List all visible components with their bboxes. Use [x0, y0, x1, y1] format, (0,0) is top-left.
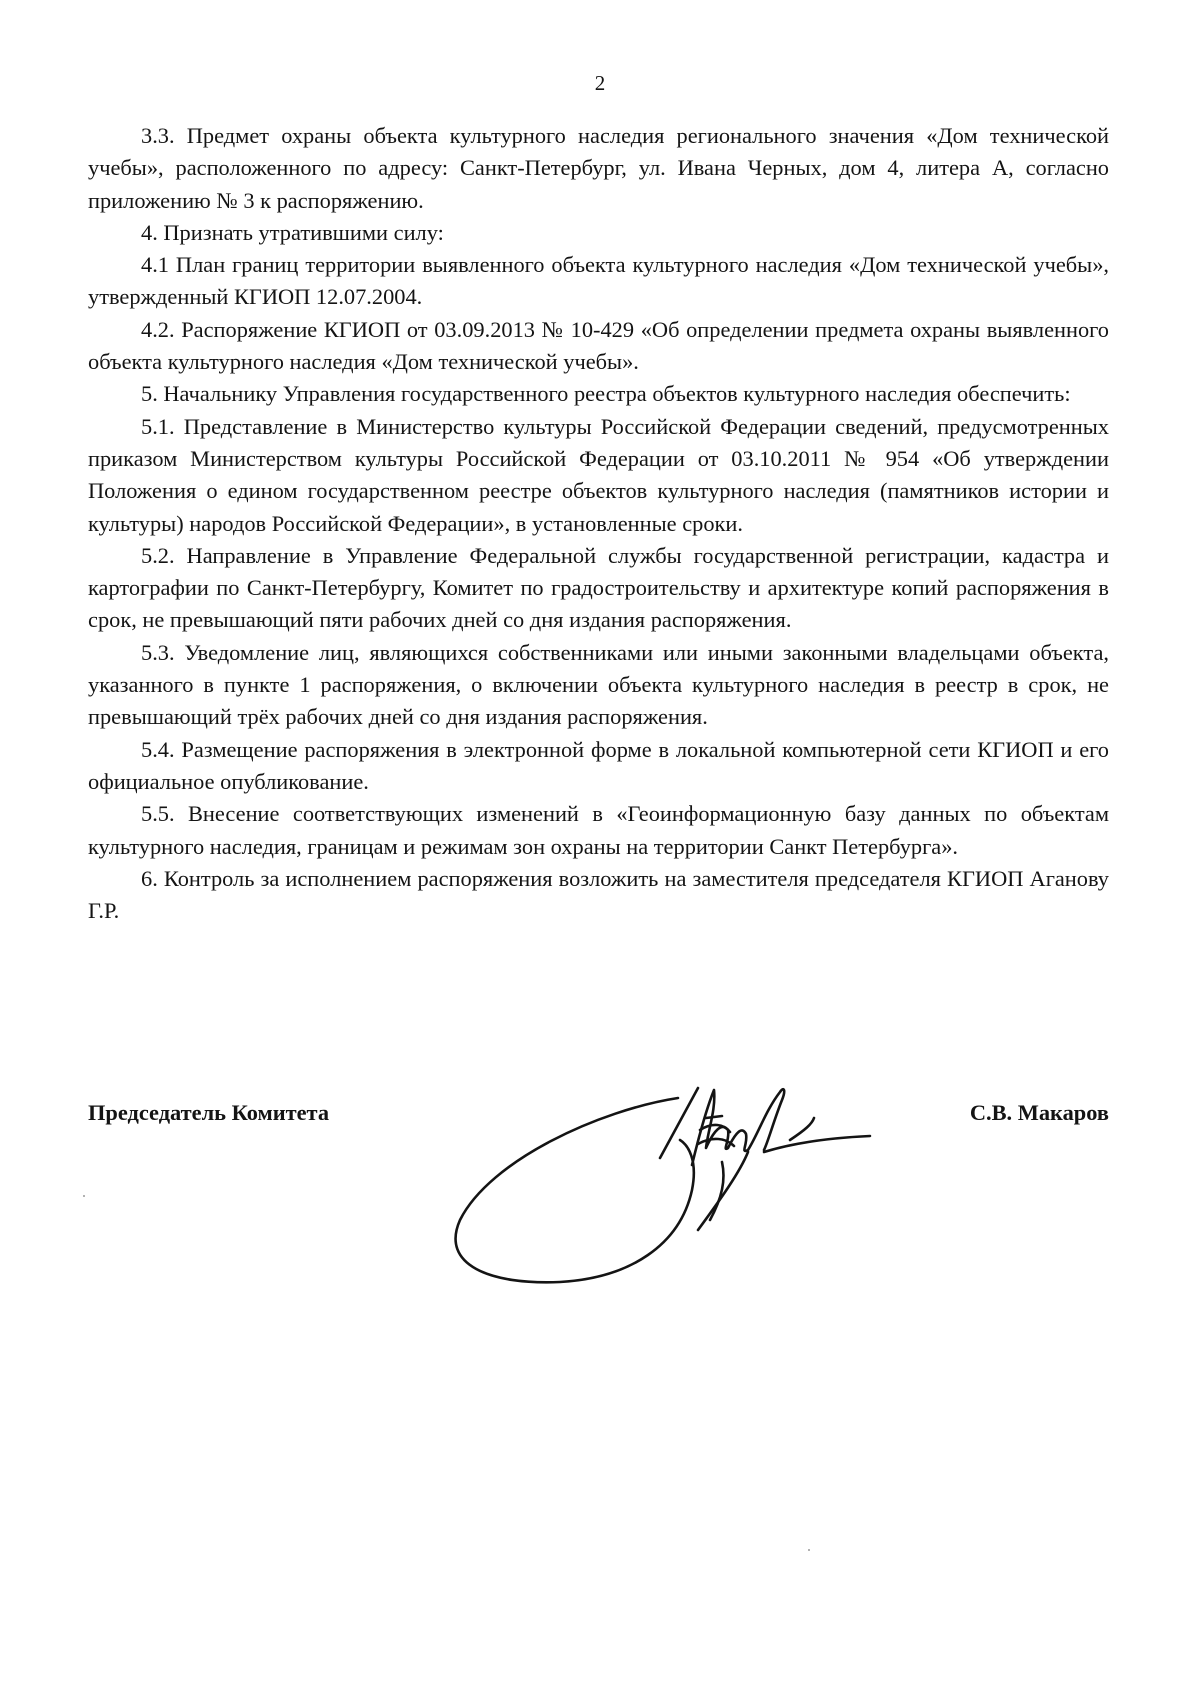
signatory-name: С.В. Макаров — [969, 1100, 1109, 1125]
paragraph-5-3: 5.3. Уведомление лиц, являющихся собственниками или иными законными владельцами объекта, указанного в пункте 1 распоряжения, о включении объекта культурного наследия в реестр в срок, не превышающий трёх рабочих дней со дня издания распоряжения. — [88, 639, 1109, 730]
scan-speck — [83, 1195, 85, 1197]
paragraph-5-1: 5.1. Представление в Министерство культуры Российской Федерации сведений, предусмотренных приказом Министерством культуры Российской Федерации от 03.10.2011 № 954 «Об утверждении Положения о едином государственном реестре объектов культурного наследия (памятников истории и культуры) народов Российской Федерации», в установленные сроки. — [88, 413, 1109, 536]
scan-speck — [808, 1549, 810, 1551]
handwritten-signature — [430, 1070, 930, 1290]
paragraph-5-2: 5.2. Направление в Управление Федеральной службы государственной регистрации, кадастра и картографии по Санкт-Петербургу, Комитет по градостроительству и архитектуре копий распоряжения в срок, не превышающий пяти рабочих дней со дня издания распоряжения. — [88, 542, 1109, 633]
paragraph-5-4: 5.4. Размещение распоряжения в электронной форме в локальной компьютерной сети КГИОП и его официальное опубликование. — [88, 736, 1109, 794]
page-number: 2 — [594, 71, 606, 95]
document-body — [88, 120, 1109, 927]
paragraph-6: 6. Контроль за исполнением распоряжения возложить на заместителя председателя КГИОП Аганову Г.Р. — [88, 865, 1109, 924]
paragraph-4-1: 4.1 План границ территории выявленного объекта культурного наследия «Дом технической учебы», утвержденный КГИОП 12.07.2004. — [88, 252, 1109, 310]
signatory-position: Председатель Комитета — [88, 1100, 330, 1125]
paragraph-5-5: 5.5. Внесение соответствующих изменений в «Геоинформационную базу данных по объектам культурного наследия, границам и режимам зон охраны на территории Санкт Петербурга». — [88, 801, 1109, 859]
paragraph-3-3: 3.3. Предмет охраны объекта культурного наследия регионального значения «Дом технической учебы», расположенного по адресу: Санкт-Петербург, ул. Ивана Черных, дом 4, литера А, согласно приложению № 3 к распоряжению. — [88, 123, 1109, 213]
paragraph-4-2: 4.2. Распоряжение КГИОП от 03.09.2013 № 10-429 «Об определении предмета охраны выявленного объекта культурного наследия «Дом технической учебы». — [88, 316, 1109, 375]
paragraph-4: 4. Признать утратившими силу: — [141, 219, 444, 245]
paragraph-5: 5. Начальнику Управления государственного реестра объектов культурного наследия обеспечить: — [141, 381, 1071, 407]
